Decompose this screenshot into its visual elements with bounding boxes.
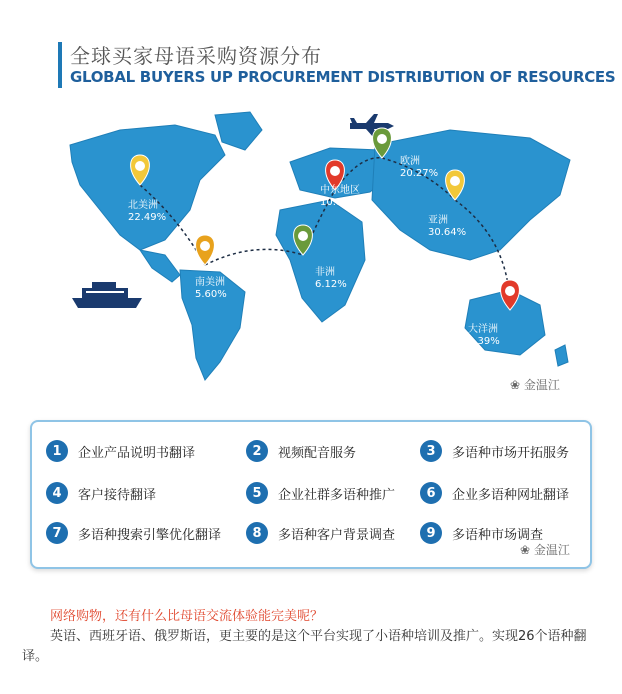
world-map [0,100,622,400]
service-item [46,440,195,462]
north-america-shape [70,125,225,250]
service-item [46,522,221,544]
region-percent: 3.39% [468,336,500,347]
service-number-badge: 4 [46,482,68,504]
greenland-shape [215,112,262,150]
service-label: 多语种市场开拓服务 [452,445,570,461]
region-percent: 22.49% [128,212,167,223]
service-panel [30,420,592,569]
service-number-badge: 5 [246,482,268,504]
region-percent: 6.12% [315,279,347,290]
ship-icon [72,282,142,308]
region-percent: 20.27% [400,168,439,179]
title-accent-bar [58,42,62,88]
region-name: 大洋洲 [468,324,498,335]
region-name: 北美洲 [128,200,158,211]
service-label: 企业社群多语种推广 [278,487,396,503]
title-english: GLOBAL BUYERS UP PROCUREMENT DISTRIBUTION OF RESOURCES [70,68,616,86]
service-item [246,522,395,544]
service-number-badge: 6 [420,482,442,504]
region-name: 亚洲 [428,215,448,226]
service-item [246,440,356,462]
service-number-badge: 3 [420,440,442,462]
service-item [46,482,156,504]
title-chinese: 全球买家母语采购资源分布 [70,44,322,68]
map-pin [195,235,227,300]
service-label: 企业多语种网址翻译 [452,487,570,503]
service-number-badge: 1 [46,440,68,462]
service-number-badge: 8 [246,522,268,544]
service-item [420,440,569,462]
footer-body: 英语、西班牙语、俄罗斯语，更主要的是这个平台实现了小语种培训及推广。实现26个语种翻译。 [22,629,587,664]
africa-shape [276,200,365,322]
service-number-badge: 2 [246,440,268,462]
asia-shape [372,130,570,260]
service-label: 多语种市场调查 [452,527,544,543]
service-label: 视频配音服务 [278,445,357,461]
region-name: 南美洲 [195,277,225,288]
watermark-map: ❀ 金温江 [510,378,560,392]
service-item [246,482,395,504]
service-label: 客户接待翻译 [78,487,157,503]
region-name: 中东地区 [320,185,360,196]
region-percent: 10.86% [320,197,359,208]
region-percent: 5.60% [195,289,227,300]
region-name: 欧洲 [400,156,420,167]
service-label: 多语种搜索引擎优化翻译 [78,527,222,543]
service-label: 多语种客户背景调查 [278,527,396,543]
service-number-badge: 9 [420,522,442,544]
service-label: 企业产品说明书翻译 [78,445,196,461]
footer-headline: 网络购物，还有什么比母语交流体验能完美呢？ [50,609,324,624]
region-name: 非洲 [315,267,335,278]
new-zealand-shape [555,345,568,366]
service-item [420,482,569,504]
central-america-shape [140,250,180,282]
service-number-badge: 7 [46,522,68,544]
watermark-services: ❀ 金温江 [520,543,570,557]
region-percent: 30.64% [428,227,467,238]
